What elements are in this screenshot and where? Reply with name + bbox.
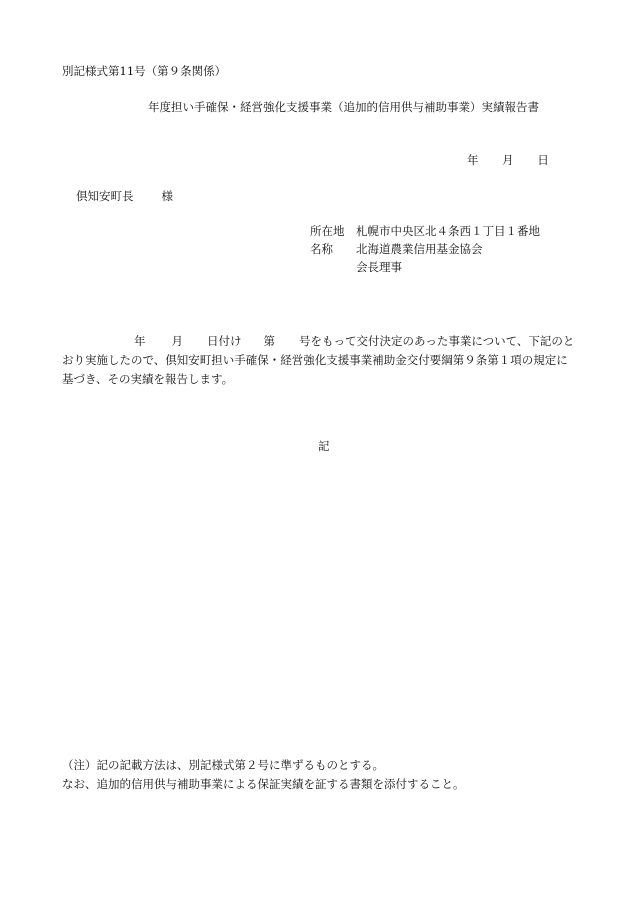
body-dated: 日付け <box>207 334 242 348</box>
sender-address-value: 札幌市中央区北４条西１丁目１番地 <box>356 224 540 238</box>
sender-title-value: 会長理事 <box>356 260 402 274</box>
sender-address-label: 所在地 <box>310 224 345 238</box>
note-line-2: なお、追加的信用供与補助事業による保証実績を証する書類を添付すること。 <box>62 777 465 791</box>
date-month: 月 <box>502 153 514 167</box>
date-line <box>467 155 549 167</box>
note-line-1: （注）記の記載方法は、別記様式第２号に準ずるものとする。 <box>62 758 384 772</box>
sender-title-row <box>310 262 540 280</box>
sender-name-value: 北海道農業信用基金協会 <box>356 242 483 256</box>
recipient-name: 倶知安町長 <box>76 189 134 203</box>
recipient <box>76 191 173 203</box>
report-body <box>62 332 582 389</box>
body-month: 月 <box>171 334 183 348</box>
form-number: 別記様式第11号（第９条関係） <box>62 64 227 78</box>
body-line-3: 基づき、その実績を報告します。 <box>62 372 234 386</box>
body-year: 年 <box>134 334 146 348</box>
notes <box>62 756 465 794</box>
date-day: 日 <box>537 153 549 167</box>
body-line-1 <box>62 332 582 351</box>
sender-name-row <box>310 244 540 262</box>
recipient-honorific: 様 <box>161 189 173 203</box>
document-title: 年度担い手確保・経営強化支援事業（追加的信用供与補助事業）実績報告書 <box>148 100 539 114</box>
ki-heading: 記 <box>318 439 330 453</box>
body-line-2: おり実施したので、倶知安町担い手確保・経営強化支援事業補助金交付要綱第９条第１項の規定に <box>62 353 568 367</box>
body-rest-line-1: 号をもって交付決定のあった事業について、下記のと <box>299 334 575 348</box>
body-no-prefix: 第 <box>263 334 275 348</box>
sender-name-label: 名称 <box>310 242 333 256</box>
date-year: 年 <box>467 153 479 167</box>
sender-block <box>310 226 540 280</box>
